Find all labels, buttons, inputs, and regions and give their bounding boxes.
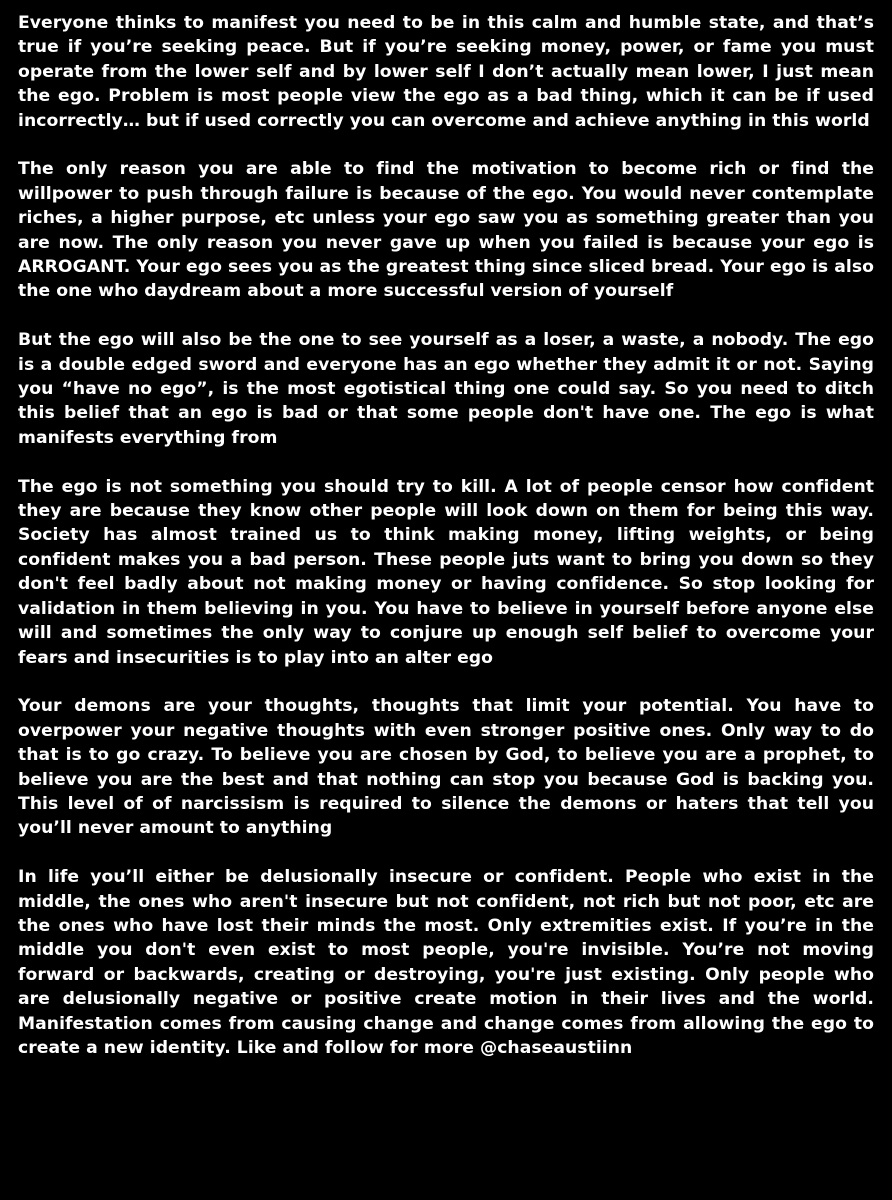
paragraph-manifest-ego: Everyone thinks to manifest you need to be in this calm and humble state, and that’s true if you’re seeking peace. But if you’re seeking money, power, or fame you must operate from the lower self and by lower self I don’t actually mean lower, I just mean the ego. Problem is most people view the ego as a bad thing, which it can be if used incorrectly… but if used correctly you can overcome and achieve anything in this world: [18, 13, 874, 131]
paragraph-extremities: In life you’ll either be delusionally insecure or confident. People who exist in the middle, the ones who aren't insecure but not confident, not rich but not poor, etc are the ones who have lost their minds the most. Only extremities exist. If you’re in the middle you don't even exist to most people, you're invisible. You’re not moving forward or backwards, creating or destroying, you're just existing. Only people who are delusionally negative or positive create motion in their lives and the world. Manifestation comes from causing change and change comes from allowing the ego to create a new identity. Like and follow for more @chaseaustiinn: [18, 867, 874, 1058]
paragraph-demons: Your demons are your thoughts, thoughts that limit your potential. You have to overpower your negative thoughts with even stronger positive ones. Only way to do that is to go crazy. To believe you are chosen by God, to believe you are a prophet, to believe you are the best and that nothing can stop you because God is backing you. This level of of narcissism is required to silence the demons or haters that tell you you’ll never amount to anything: [18, 696, 874, 839]
paragraph-alter-ego: The ego is not something you should try to kill. A lot of people censor how confident they are because they know other people will look down on them for being this way. Society has almost trained us to think making money, lifting weights, or being confident makes you a bad person. These people juts want to bring you down so they don't feel badly about not making money or having confidence. So stop looking for validation in them believing in you. You have to believe in yourself before anyone else will and sometimes the only way to conjure up enough self belief to overcome your fears and insecurities is to play into an alter ego: [18, 476, 874, 668]
paragraph-double-edged-sword: But the ego will also be the one to see yourself as a loser, a waste, a nobody. The ego is a double edged sword and everyone has an ego whether they admit it or not. Saying you “have no ego”, is the most egotistical thing one could say. So you need to ditch this belief that an ego is bad or that some people don't have one. The ego is what manifests everything from: [18, 330, 874, 448]
paragraph-motivation: The only reason you are able to find the motivation to become rich or find the willpower to push through failure is because of the ego. You would never contemplate riches, a higher purpose, etc unless your ego saw you as something greater than you are now. The only reason you never gave up when you failed is because your ego is ARROGANT. Your ego sees you as the greatest thing since sliced bread. Your ego is also the one who daydream about a more successful version of yourself: [18, 159, 874, 302]
